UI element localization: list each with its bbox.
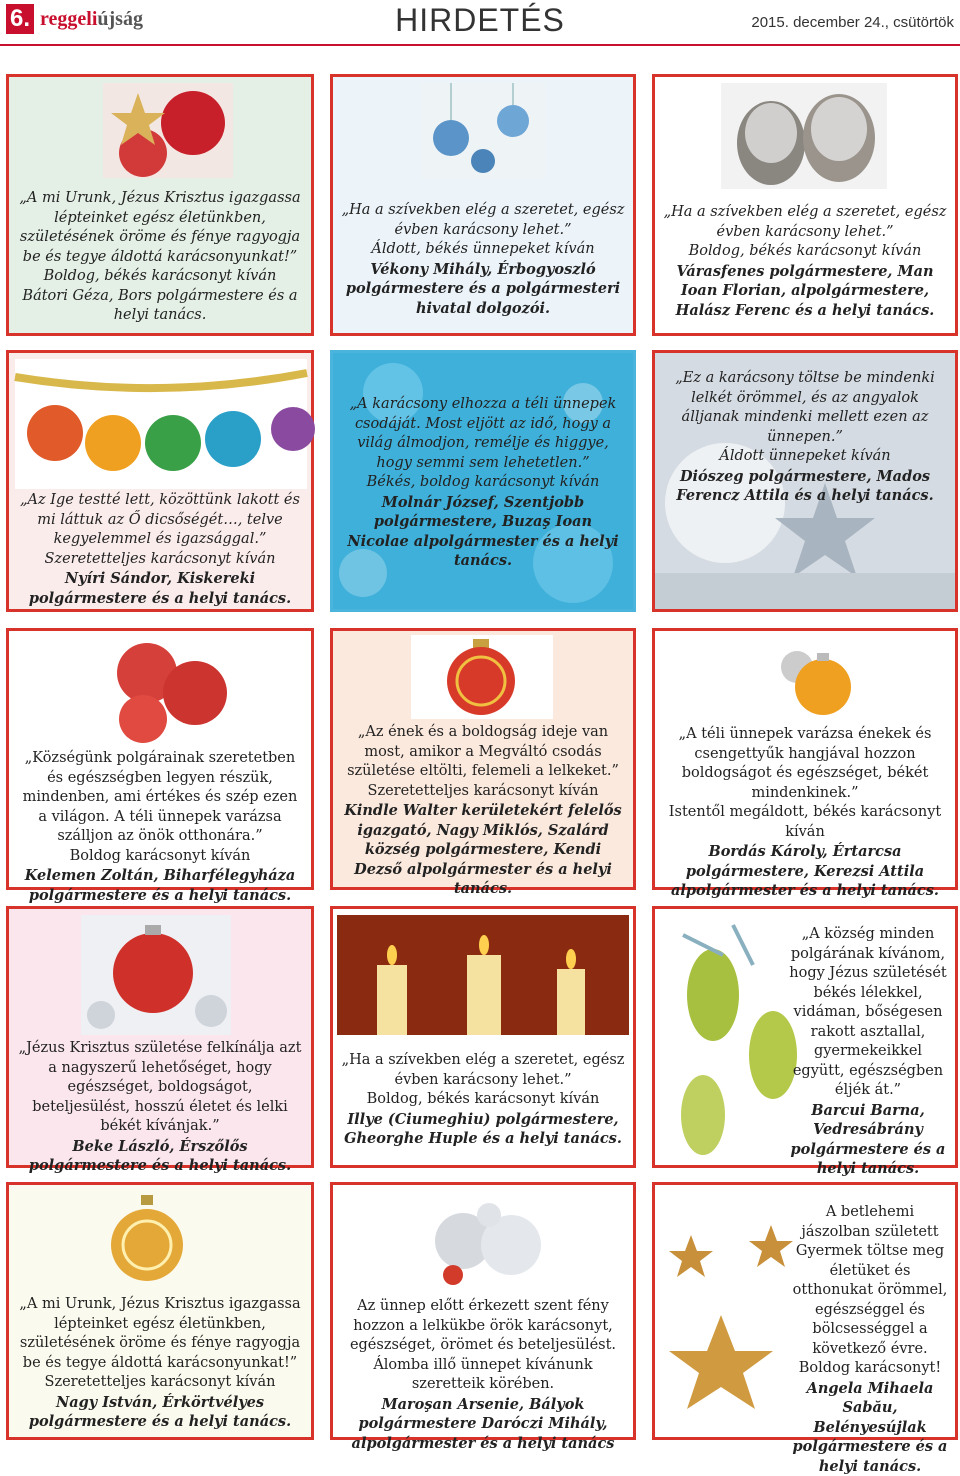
issue-date: 2015. december 24., csütörtök [751,14,954,31]
ad-wish: Áldott, békés ünnepeket kíván [341,240,625,260]
ad-quote: „A karácsony elhozza a téli ünnepek csodáját. Most eljött az idő, hogy a világ álmodjon, remélje és higgye, hogy semmi sem lehetetlen.” [341,395,625,473]
ornament-image [421,83,545,179]
ad-wish: Békés, boldog karácsonyt kíván [341,473,625,493]
ad-names: Kindle Walter kerületekért felelős igazgató, Nagy Miklós, Szalárd község polgármestere, Kendi Dezső alpolgármester és a helyi tanács. [341,801,625,899]
ad-quote: „Az ének és a boldogság ideje van most, amikor a Megváltó csodás születése eltölti, felemeli a lelkeket.” [341,723,625,782]
page-number: 6. [6,4,34,34]
ad-names: Diószeg polgármestere, Mados Ferencz Attila és a helyi tanács. [663,467,947,506]
ad-wish: Boldog, békés karácsonyt kíván [341,1090,625,1110]
ad-wish: Boldog, békés karácsonyt kíván [17,267,303,287]
white-balls-image [423,1191,547,1291]
ad-quote: „Ha a szívekben elég a szeretet, egész évben karácsony lehet.” [341,201,625,240]
gold-ornament-image [101,1191,193,1287]
ad-wish: Boldog karácsonyt kíván [17,847,303,867]
ad-quote: „A mi Urunk, Jézus Krisztus igazgassa lépteinket egész életünkben, születésének öröme és fénye ragyogja be és tegye áldottá karácsonyunkat!” [17,1295,303,1373]
greeting-ad-5 [330,350,636,612]
ad-quote: „Ha a szívekben elég a szeretet, egész évben karácsony lehet.” [663,203,947,242]
ad-wish: Istentől megáldott, békés karácsonyt kíván [663,803,947,842]
ad-quote: „Ha a szívekben elég a szeretet, egész évben karácsony lehet.” [341,1051,625,1090]
ad-names: Maroşan Arsenie, Bályok polgármestere Daróczi Mihály, alpolgármester és a helyi tanács [341,1395,625,1454]
red-balls-image [103,637,233,743]
ad-quote: „Községünk polgárainak szeretetben és egészségben legyen részük, mindenben, ami értékes és szép ezen a világon. A téli ünnepek varázsa szálljon az önök otthonára.” [17,749,303,847]
ad-names: Vékony Mihály, Érbogyoszló polgármestere és a polgármesteri hivatal dolgozói. [341,260,625,319]
ad-wish: Áldott ünnepeket kíván [663,447,947,467]
ad-quote: „Jézus Krisztus születése felkínálja azt a nagyszerű lehetőséget, hogy egészséget, boldogságot, beteljesülést, hosszú életet és lelki békét kívánjak.” [17,1039,303,1137]
ad-names: Barcui Barna, Vedresábrány polgármestere és a helyi tanács. [787,1101,949,1179]
ad-names: Illye (Ciumeghiu) polgármestere, Gheorghe Huple és a helyi tanács. [341,1110,625,1149]
ad-names: Kelemen Zoltán, Biharfélegyháza polgármestere és a helyi tanács. [17,866,303,905]
pinecones-image [663,915,803,1165]
ad-quote: Az ünnep előtt érkezett szent fény hozzon a lelkükbe örök karácsonyt, egészséget, örömet és beteljesülést. Álomba illő ünnepet kívánunk szeretteik körében. [341,1297,625,1395]
gold-ornament-image [767,637,863,721]
logo-part-a: reggeli [40,8,97,30]
greeting-ad-6 [652,350,958,612]
greeting-ad-12 [652,906,958,1168]
greeting-ad-2 [330,74,636,336]
gold-stars-image [661,1195,801,1435]
ad-wish: Boldog karácsonyt! [791,1359,949,1379]
ornaments-garland-image [15,359,307,489]
greeting-ad-8 [330,628,636,890]
ad-names: Bátori Géza, Bors polgármestere és a helyi tanács. [17,287,303,326]
header-rule [0,44,960,46]
greeting-ad-15 [652,1182,958,1440]
ad-quote: „A község minden polgárának kívánom, hogy Jézus születését békés lélekkel, vidáman, bőségesen rakott asztallal, gyermekeikkel együtt, egészségben éljék át.” [787,925,949,1101]
ad-quote: „A téli ünnepek varázsa énekek és csengettyűk hangjával hozzon boldogságot és egészséget, békét mindenkinek.” [663,725,947,803]
ad-quote: „A mi Urunk, Jézus Krisztus igazgassa lépteinket egész életünkben, születésének öröme és fénye ragyogja be és tegye áldottá karácsonyunkat!” [17,189,303,267]
logo-part-b: újság [97,8,143,30]
greeting-ad-13 [6,1182,314,1440]
ad-names: Nyíri Sándor, Kiskereki polgármestere és a helyi tanács. [17,569,303,608]
ad-quote: „Ez a karácsony töltse be mindenki lelkét örömmel, és az angyalok álljanak mindenki mellett ezen az ünnepen.” [663,369,947,447]
section-title: HIRDETÉS [0,2,960,39]
ad-names: Várasfenes polgármestere, Man Ioan Florian, alpolgármestere, Halász Ferenc és a helyi tanács. [663,262,947,321]
greeting-ad-10 [6,906,314,1168]
ad-quote: A betlehemi jászolban született Gyermek töltse meg életüket és otthonukat örömmel, egészséggel és bölcsességgel a következő évre. [791,1203,949,1359]
greeting-ad-9 [652,628,958,890]
candles-image [337,915,629,1035]
greeting-ad-11 [330,906,636,1168]
greeting-ad-4 [6,350,314,612]
greeting-ad-3 [652,74,958,336]
ad-wish: Szeretetteljes karácsonyt kíván [17,550,303,570]
ad-wish: Szeretetteljes karácsonyt kíván [17,1373,303,1393]
ad-names: Nagy István, Érkörtvélyes polgármestere és a helyi tanács. [17,1393,303,1432]
ornament-image [103,83,233,178]
ad-names: Bordás Károly, Értarcsa polgármestere, Kerezsi Attila alpolgármester és a helyi tanács. [663,842,947,901]
greeting-ad-7 [6,628,314,890]
pinecone-image [721,83,887,189]
ad-names: Beke László, Érszőlős polgármestere és a helyi tanács. [17,1137,303,1176]
page-header [0,0,960,48]
ad-names: Molnár József, Szentjobb polgármestere, Buzaş Ioan Nicolae alpolgármester és a helyi tanács. [341,493,625,571]
red-ornament-image [411,635,553,719]
greeting-ad-14 [330,1182,636,1440]
ad-wish: Szeretetteljes karácsonyt kíván [341,782,625,802]
ad-names: Angela Mihaela Sabău, Belényesújlak polgármestere és a helyi tanács. [791,1379,949,1476]
greeting-ad-1 [6,74,314,336]
silver-red-ornament-image [81,915,231,1035]
ad-quote: „Az Ige testté lett, közöttünk lakott és mi láttuk az Ő dicsőségét…, telve kegyelemmel és igazsággal.” [17,491,303,550]
ad-wish: Boldog, békés karácsonyt kíván [663,242,947,262]
